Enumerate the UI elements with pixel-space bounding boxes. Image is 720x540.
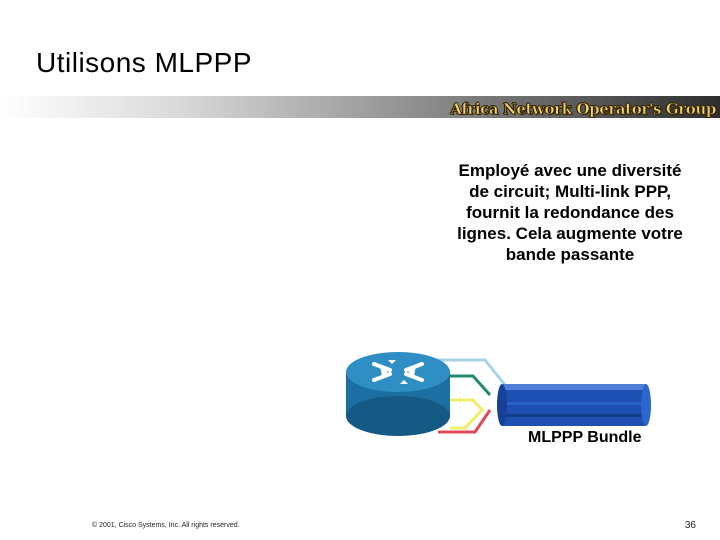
slide-title: Utilisons MLPPP xyxy=(36,47,253,78)
africa-network-operators-group-logo: Africa Network Operator's Group xyxy=(450,100,716,118)
page-number: 36 xyxy=(684,520,696,531)
bundle-label: MLPPP Bundle xyxy=(528,429,642,446)
slide-description: Employé avec une diversité de circuit; Multi-link PPP, fournit la redondance des lignes. Cela augmente votre bande passante xyxy=(457,161,683,264)
router-icon xyxy=(346,352,450,436)
mlppp-bundle-icon xyxy=(497,384,651,426)
footer-copyright: © 2001, Cisco Systems, Inc. All rights reserved. xyxy=(92,522,240,529)
